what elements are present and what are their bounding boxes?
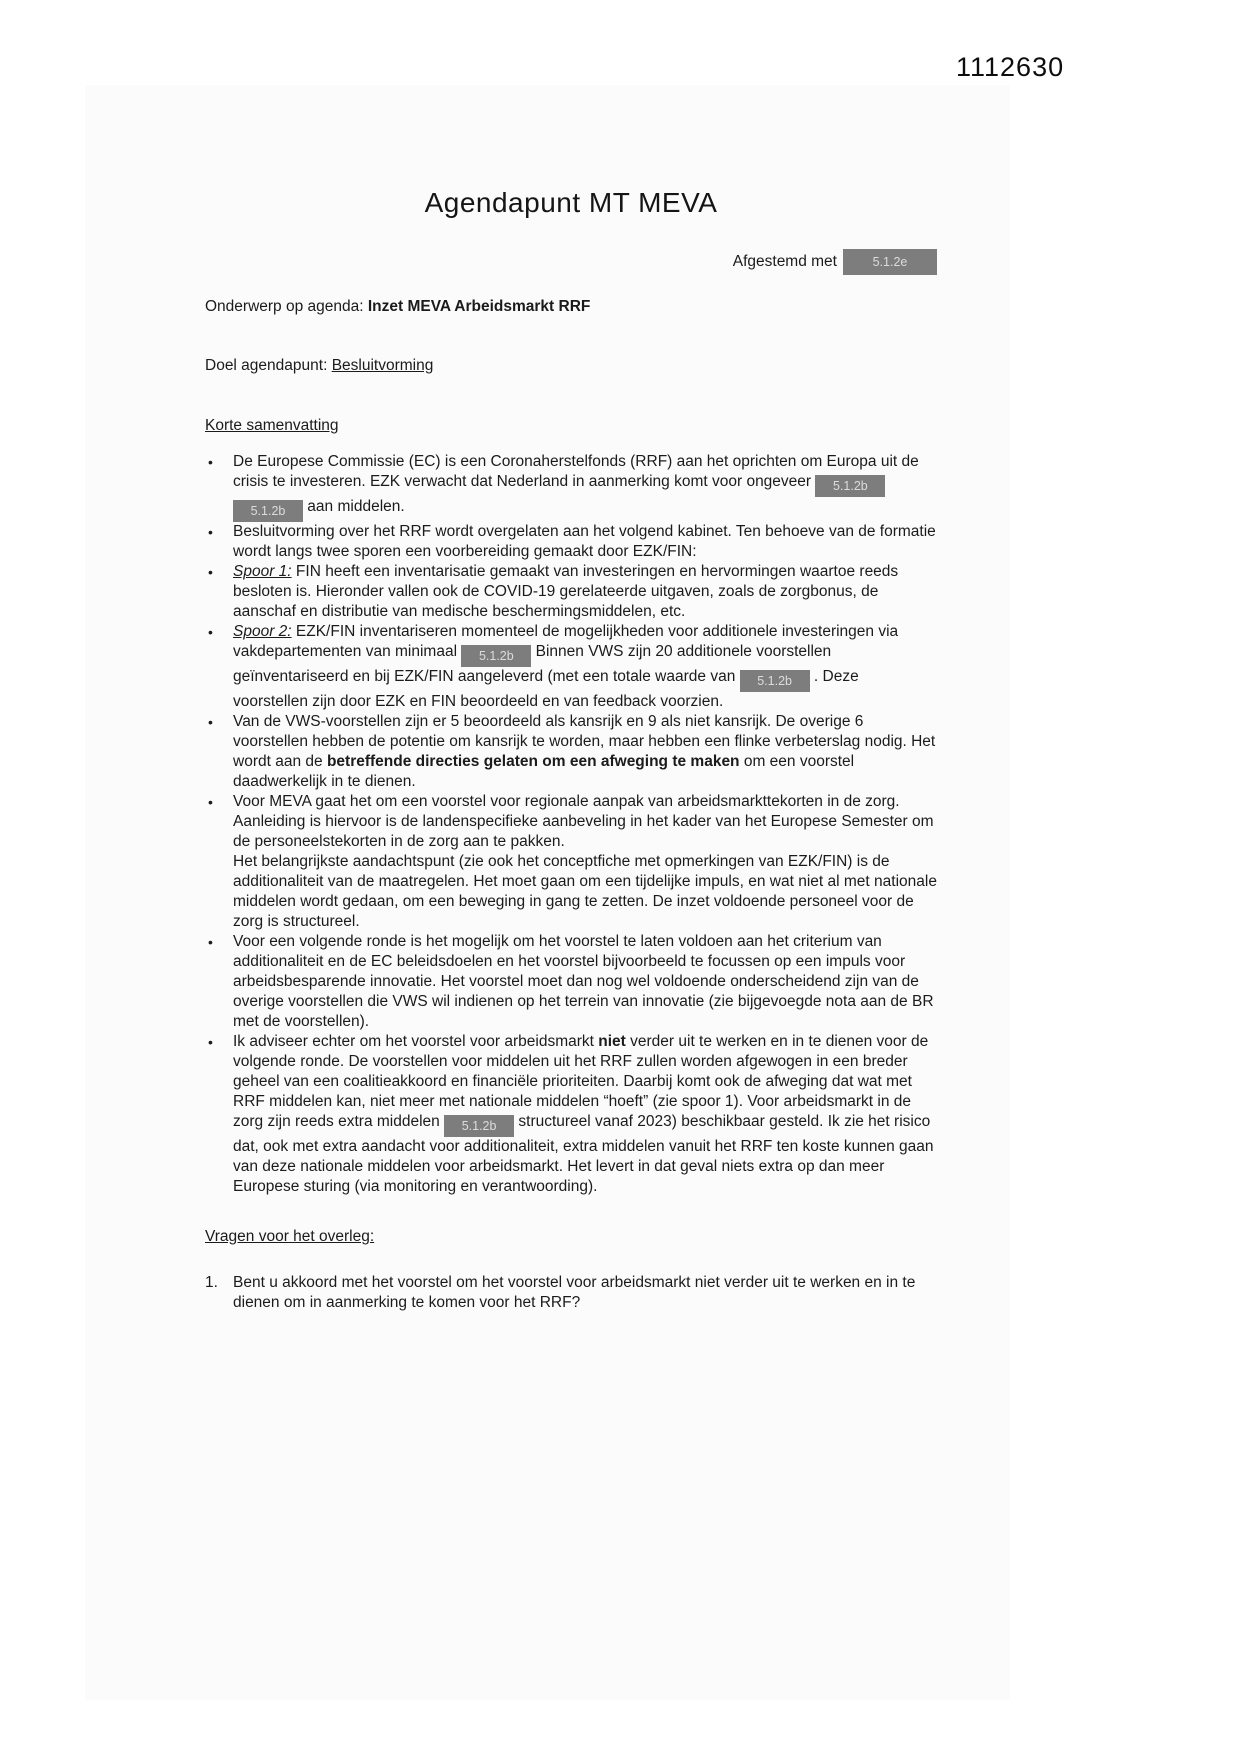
document-body — [205, 0, 937, 1313]
question-text: Bent u akkoord met het voorstel om het voorstel voor arbeidsmarkt niet verder uit te werken en in te dienen om in aanmerking te komen voor het RRF? — [233, 1274, 916, 1311]
redaction-box: 5.1.2b — [233, 500, 303, 522]
bullet-item — [205, 522, 937, 562]
bullet-item — [205, 792, 937, 932]
redaction-box: 5.1.2b — [740, 670, 810, 692]
text-segment: EZK/FIN inventariseren momenteel de mogelijkheden voor additionele investeringen via vakdepartementen van minimaal — [233, 623, 899, 660]
text-segment: . Deze voorstellen zijn door EZK en FIN beoordeeld en van feedback voorzien. — [233, 668, 859, 710]
onderwerp-value: Inzet MEVA Arbeidsmarkt RRF — [367, 298, 591, 315]
summary-heading: Korte samenvatting — [205, 417, 339, 434]
doel-value: Besluitvorming — [331, 357, 434, 374]
text-segment: verder uit te werken en in te dienen voor de volgende ronde. De voorstellen voor middelen uit het RRF zullen worden afgewogen in een breder geheel van een coalitieakkoord en financiële prioriteiten. Daarbij komt ook de afweging dat wat met RRF middelen kan, niet meer met nationale middelen “hoeft” (zie spoor 1). Voor arbeidsmarkt in de zorg zijn reeds extra middelen — [233, 1033, 929, 1130]
onderwerp-line — [205, 297, 937, 317]
text-segment: aan middelen. — [303, 498, 405, 515]
text-segment: De Europese Commissie (EC) is een Coronaherstelfonds (RRF) aan het oprichten om Europa uit de crisis te investeren. EZK verwacht dat Nederland in aanmerking komt voor ongeveer — [233, 453, 919, 490]
redaction-box: 5.1.2b — [461, 645, 531, 667]
bullet-item — [205, 562, 937, 622]
text-segment: Spoor 2: — [233, 623, 292, 640]
bullet-item — [205, 452, 937, 522]
text-segment: niet — [598, 1033, 626, 1050]
redaction-box: 5.1.2b — [815, 475, 885, 497]
bullet-item — [205, 932, 937, 1032]
bullet-item — [205, 622, 937, 712]
afgestemd-label: Afgestemd met — [732, 253, 837, 270]
text-segment: Het belangrijkste aandachtspunt (zie ook het conceptfiche met opmerkingen van EZK/FIN) is de additionaliteit van de maatregelen. Het moet gaan om een tijdelijke impuls, en wat niet al met nationale middelen wordt gedaan, om een beweging in gang te zetten. De inzet voldoende personeel voor de zorg is structureel. — [233, 853, 937, 930]
question-item — [205, 1273, 937, 1313]
afgestemd-row — [205, 249, 937, 275]
text-segment: FIN heeft een inventarisatie gemaakt van investeringen en hervormingen waartoe reeds besloten is. Hieronder vallen ook de COVID-19 gerelateerde uitgaven, zoals de zorgbonus, de aanschaf en distributie van medische beschermingsmiddelen, etc. — [233, 563, 899, 620]
question-number: 1. — [205, 1274, 218, 1291]
onderwerp-label: Onderwerp op agenda: — [205, 298, 368, 315]
bullet-item — [205, 712, 937, 792]
text-segment: Spoor 1: — [233, 563, 292, 580]
doel-label: Doel agendapunt: — [205, 357, 332, 374]
text-segment: structureel vanaf 2023) beschikbaar gesteld. Ik zie het risico dat, ook met extra aandacht voor additionaliteit, extra middelen vanuit het RRF ten koste kunnen gaan van deze nationale middelen voor arbeidsmarkt. Het levert in dat geval niets extra op dan meer Europese sturing (via monitoring en verantwoording). — [233, 1113, 934, 1195]
questions-heading: Vragen voor het overleg: — [205, 1228, 375, 1245]
text-segment: Besluitvorming over het RRF wordt overgelaten aan het volgend kabinet. Ten behoeve van de formatie wordt langs twee sporen een voorbereiding gemaakt door EZK/FIN: — [233, 523, 936, 560]
text-segment: om een voorstel daadwerkelijk in te dienen. — [233, 753, 855, 790]
text-segment: Ik adviseer echter om het voorstel voor arbeidsmarkt — [233, 1033, 599, 1050]
page-title: Agendapunt MT MEVA — [424, 187, 718, 218]
text-segment: Van de VWS-voorstellen zijn er 5 beoordeeld als kansrijk en 9 als niet kansrijk. De overige 6 voorstellen hebben de potentie om kansrijk te worden, maar hebben een flinke verbeterslag nodig. Het wordt aan de — [233, 713, 936, 770]
redaction-box: 5.1.2b — [444, 1115, 514, 1137]
text-segment: Binnen VWS zijn 20 additionele voorstellen geïnventariseerd en bij EZK/FIN aangeleverd (met een totale waarde van — [233, 643, 832, 685]
questions-list — [205, 1273, 937, 1313]
redaction-box: 5.1.2e — [843, 249, 937, 275]
text-segment: betreffende directies gelaten om een afweging te maken — [326, 753, 740, 770]
text-segment: Voor MEVA gaat het om een voorstel voor regionale aanpak van arbeidsmarkttekorten in de zorg. Aanleiding is hiervoor is de landenspecifieke aanbeveling in het kader van het Europese Semester om de personeelstekorten in de zorg aan te pakken. — [233, 793, 934, 850]
bullet-item — [205, 1032, 937, 1197]
summary-bullet-list — [205, 452, 937, 1197]
text-segment: Voor een volgende ronde is het mogelijk om het voorstel te laten voldoen aan het criterium van additionaliteit en de EC beleidsdoelen en het voorstel bijvoorbeeld te focussen op een impuls voor arbeidsbesparende innovatie. Het voorstel moet dan nog wel voldoende onderscheidend zijn van de overige voorstellen die VWS wil indienen op het terrein van innovatie (zie bijgevoegde nota aan de BR met de voorstellen). — [233, 933, 934, 1030]
doel-line — [205, 356, 937, 376]
document-number: 1112630 — [956, 52, 1065, 82]
